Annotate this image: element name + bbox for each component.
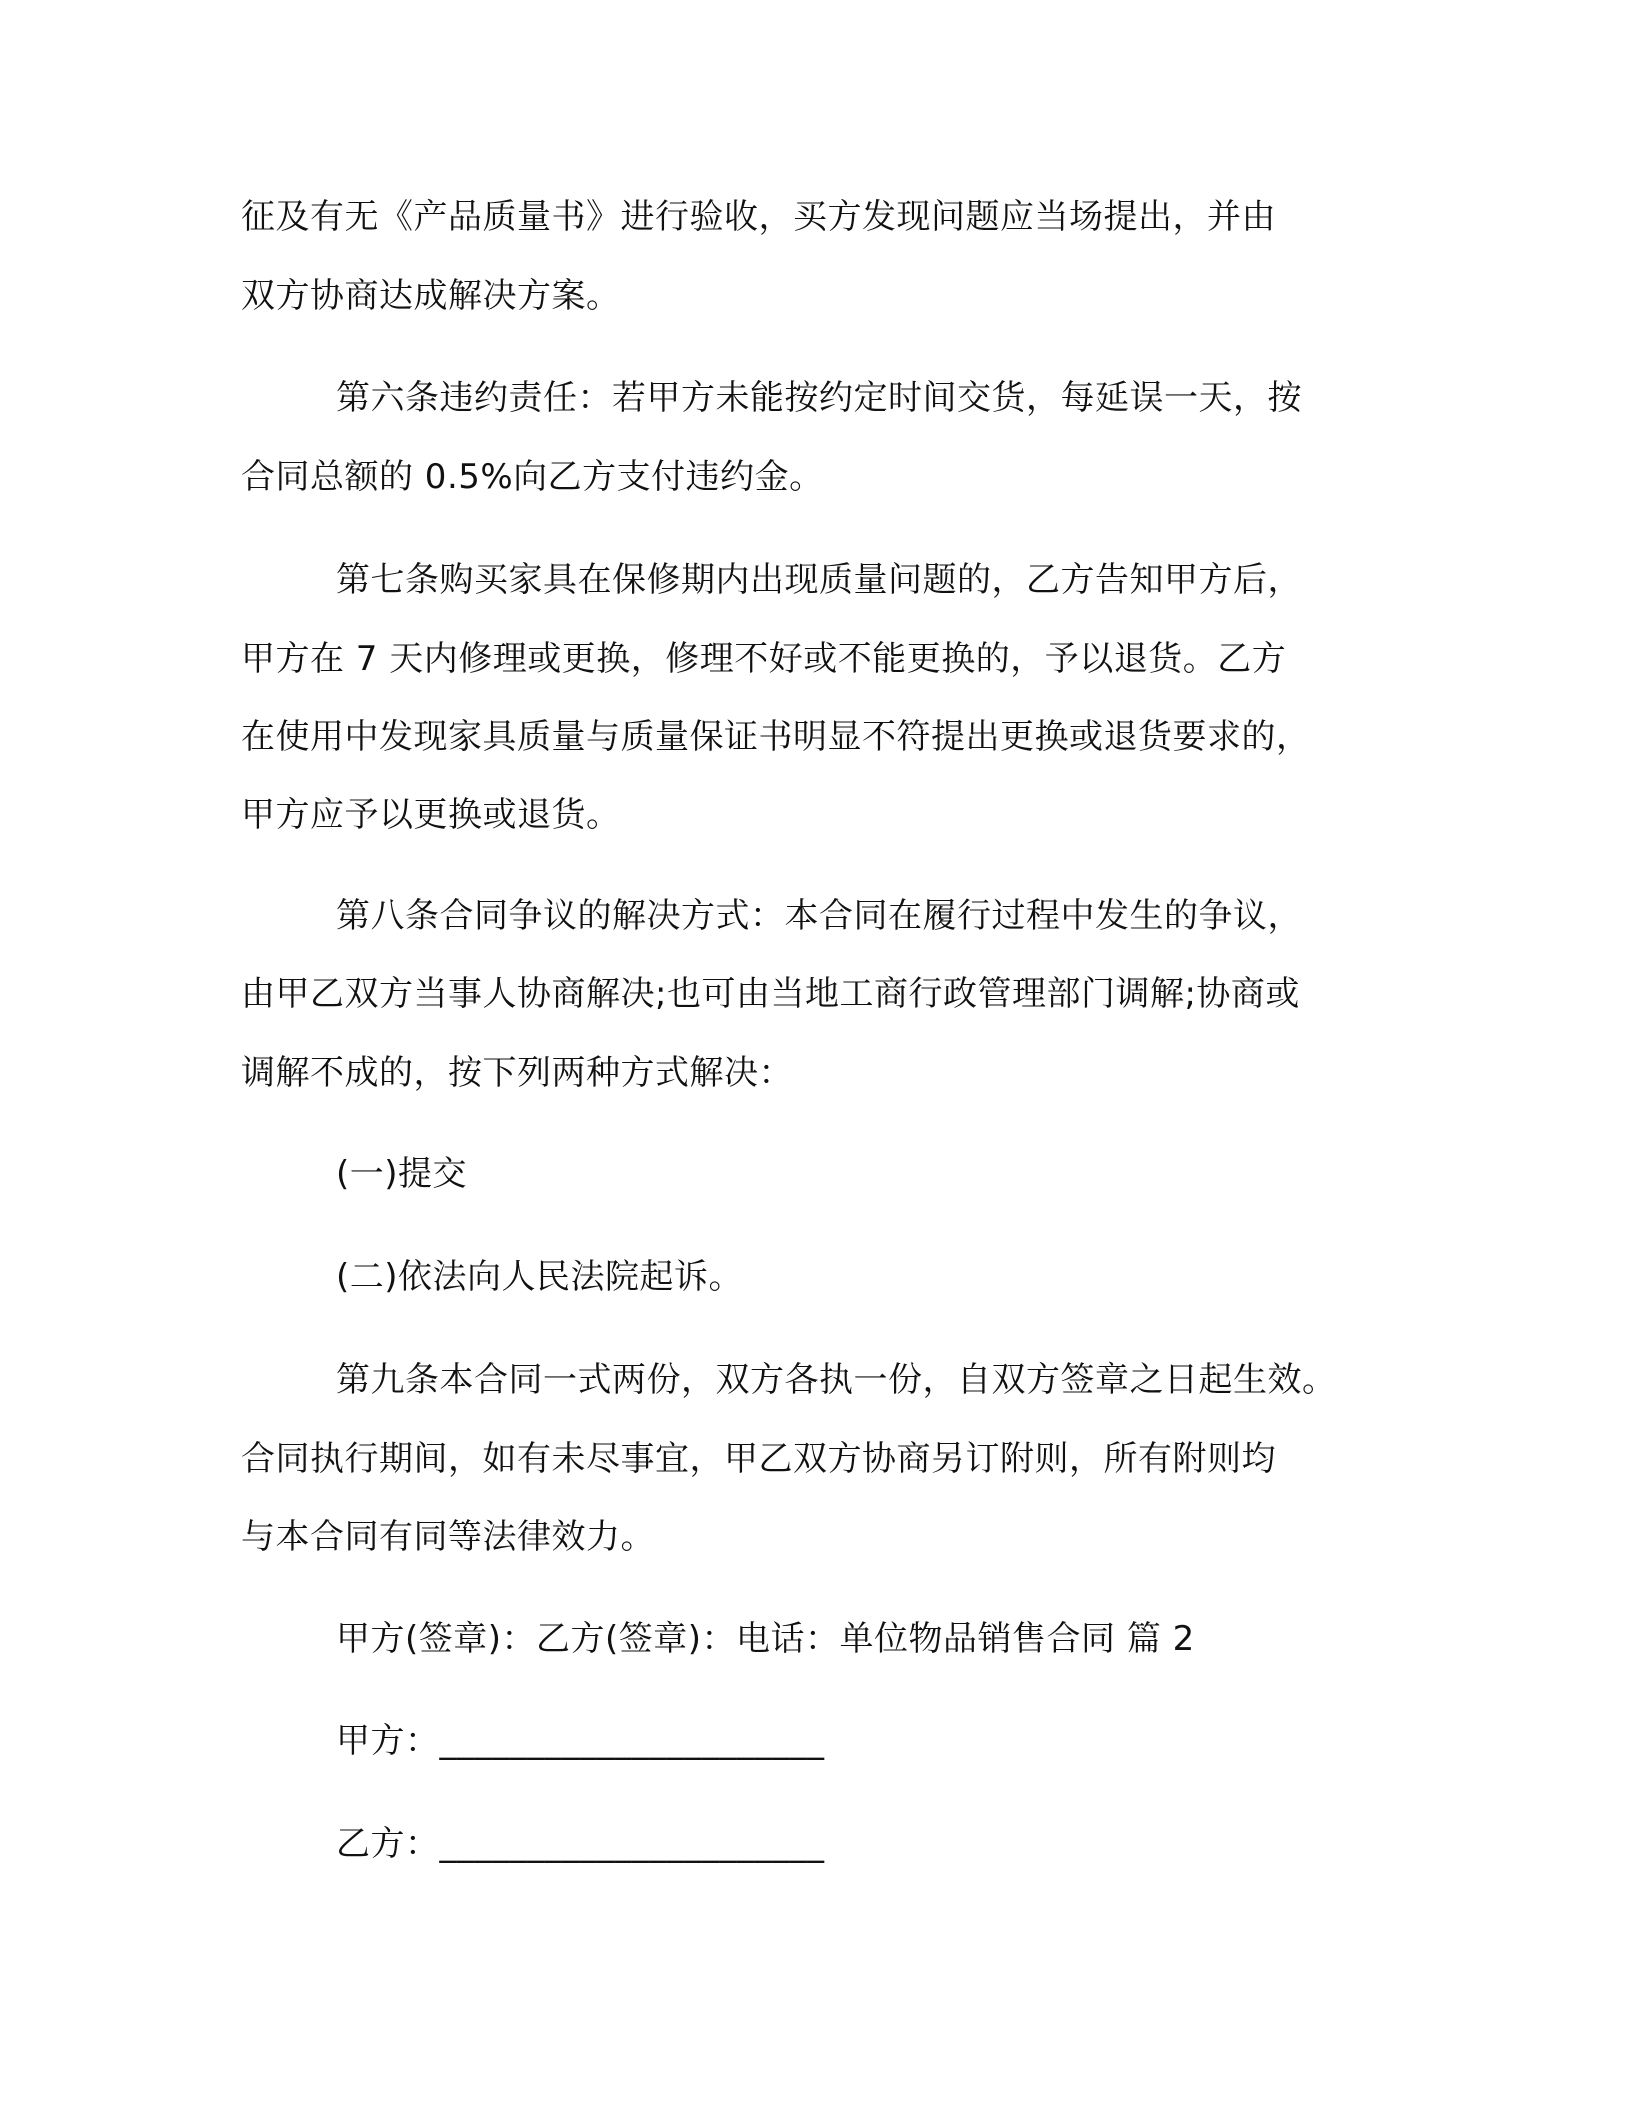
clause-8-option-1: (一)提交 (336, 1154, 468, 1194)
clause-7-line-4: 甲方应予以更换或退货。 (241, 795, 621, 835)
clause-8-line-2: 由甲乙双方当事人协商解决;也可由当地工商行政管理部门调解;协商或 (241, 974, 1300, 1014)
text-line-1: 征及有无《产品质量书》进行验收，买方发现问题应当场提出，并由 (241, 197, 1276, 237)
signature-line: 甲方(签章)：乙方(签章)：电话：单位物品销售合同 篇 2 (336, 1619, 1195, 1659)
party-a-line: 甲方：______________________ (336, 1721, 825, 1761)
clause-7-line-1: 第七条购买家具在保修期内出现质量问题的，乙方告知甲方后， (336, 560, 1302, 600)
clause-8-line-1: 第八条合同争议的解决方式：本合同在履行过程中发生的争议， (336, 896, 1302, 936)
clause-8-line-3: 调解不成的，按下列两种方式解决： (241, 1053, 793, 1093)
clause-6-line-1: 第六条违约责任：若甲方未能按约定时间交货，每延误一天，按 (336, 378, 1302, 418)
clause-7-line-3: 在使用中发现家具质量与质量保证书明显不符提出更换或退货要求的， (241, 717, 1311, 757)
party-b-line: 乙方：______________________ (336, 1824, 825, 1864)
clause-6-line-2: 合同总额的 0.5%向乙方支付违约金。 (241, 457, 824, 497)
clause-8-option-2: (二)依法向人民法院起诉。 (336, 1257, 744, 1297)
clause-9-line-1: 第九条本合同一式两份，双方各执一份，自双方签章之日起生效。 (336, 1360, 1337, 1400)
text-line-2: 双方协商达成解决方案。 (241, 276, 621, 316)
clause-7-line-2: 甲方在 7 天内修理或更换，修理不好或不能更换的，予以退货。乙方 (241, 639, 1287, 679)
clause-9-line-2: 合同执行期间，如有未尽事宜，甲乙双方协商另订附则，所有附则均 (241, 1439, 1276, 1479)
clause-9-line-3: 与本合同有同等法律效力。 (241, 1517, 655, 1557)
